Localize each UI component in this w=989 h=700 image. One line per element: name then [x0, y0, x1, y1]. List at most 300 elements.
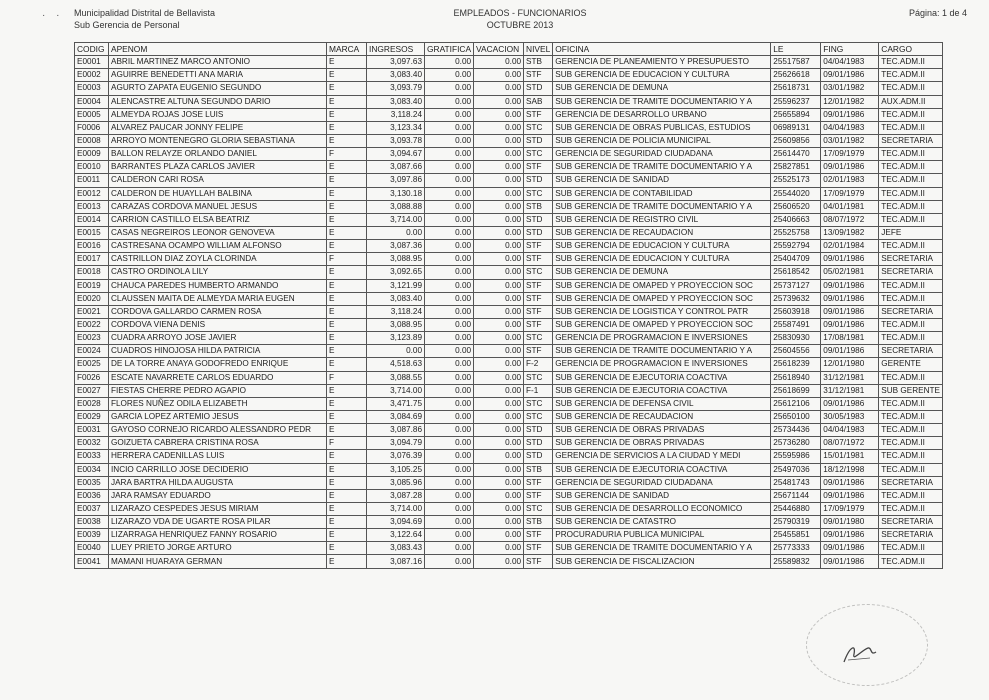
- cell-vacation: 0.00: [474, 148, 524, 161]
- cell-name: CASTRESANA OCAMPO WILLIAM ALFONSO: [109, 240, 327, 253]
- cell-code: E0004: [75, 95, 109, 108]
- column-header-mark: MARCA: [327, 43, 367, 56]
- table-row: [75, 424, 943, 437]
- cell-start-date: 12/01/1980: [821, 358, 879, 371]
- table-row: [75, 108, 943, 121]
- cell-bonus: 0.00: [425, 253, 474, 266]
- cell-name: GARCIA LOPEZ ARTEMIO JESUS: [109, 410, 327, 423]
- cell-start-date: 31/12/1981: [821, 371, 879, 384]
- cell-id-doc: 25589832: [771, 555, 821, 568]
- cell-vacation: 0.00: [474, 450, 524, 463]
- cell-start-date: 09/01/1986: [821, 161, 879, 174]
- cell-start-date: 17/09/1979: [821, 148, 879, 161]
- cell-id-doc: 25612106: [771, 397, 821, 410]
- cell-vacation: 0.00: [474, 555, 524, 568]
- cell-position: SUB GERENTE: [879, 384, 943, 397]
- cell-level: STB: [524, 516, 553, 529]
- cell-position: TEC.ADM.II: [879, 397, 943, 410]
- cell-office: SUB GERENCIA DE FISCALIZACION: [553, 555, 771, 568]
- cell-bonus: 0.00: [425, 56, 474, 69]
- cell-mark: E: [327, 121, 367, 134]
- cell-vacation: 0.00: [474, 502, 524, 515]
- cell-income: 3,123.89: [367, 332, 425, 345]
- cell-code: E0011: [75, 174, 109, 187]
- cell-income: 3,087.16: [367, 555, 425, 568]
- cell-vacation: 0.00: [474, 95, 524, 108]
- cell-mark: E: [327, 555, 367, 568]
- cell-code: E0018: [75, 266, 109, 279]
- cell-name: GOIZUETA CABRERA CRISTINA ROSA: [109, 437, 327, 450]
- cell-code: E0035: [75, 476, 109, 489]
- cell-position: JEFE: [879, 226, 943, 239]
- cell-id-doc: 25481743: [771, 476, 821, 489]
- table-row: [75, 318, 943, 331]
- table-row: [75, 463, 943, 476]
- table-row: [75, 476, 943, 489]
- cell-income: 3,093.79: [367, 82, 425, 95]
- table-row: [75, 187, 943, 200]
- cell-office: GERENCIA DE PLANEAMIENTO Y PRESUPUESTO: [553, 56, 771, 69]
- cell-income: 3,088.95: [367, 253, 425, 266]
- report-period: OCTUBRE 2013: [486, 20, 554, 30]
- cell-vacation: 0.00: [474, 489, 524, 502]
- cell-office: SUB GERENCIA DE POLICIA MUNICIPAL: [553, 134, 771, 147]
- cell-office: SUB GERENCIA DE OBRAS PRIVADAS: [553, 437, 771, 450]
- cell-bonus: 0.00: [425, 516, 474, 529]
- cell-id-doc: 25404709: [771, 253, 821, 266]
- cell-id-doc: 25618699: [771, 384, 821, 397]
- table-row: [75, 384, 943, 397]
- cell-income: 3,087.86: [367, 424, 425, 437]
- cell-id-doc: 25650100: [771, 410, 821, 423]
- cell-start-date: 04/04/1983: [821, 56, 879, 69]
- cell-id-doc: 25618940: [771, 371, 821, 384]
- cell-id-doc: 25606520: [771, 200, 821, 213]
- cell-mark: E: [327, 489, 367, 502]
- cell-level: STF: [524, 476, 553, 489]
- cell-vacation: 0.00: [474, 437, 524, 450]
- cell-mark: F: [327, 437, 367, 450]
- cell-bonus: 0.00: [425, 161, 474, 174]
- cell-name: CUADROS HINOJOSA HILDA PATRICIA: [109, 345, 327, 358]
- table-row: [75, 371, 943, 384]
- cell-mark: E: [327, 476, 367, 489]
- cell-income: 3,122.64: [367, 529, 425, 542]
- cell-bonus: 0.00: [425, 489, 474, 502]
- cell-mark: E: [327, 384, 367, 397]
- column-header-bonus: GRATIFICA: [425, 43, 474, 56]
- table-body: [75, 56, 943, 568]
- cell-id-doc: 25596237: [771, 95, 821, 108]
- cell-income: 3,085.96: [367, 476, 425, 489]
- cell-income: 3,121.99: [367, 279, 425, 292]
- cell-level: STF: [524, 69, 553, 82]
- cell-level: STD: [524, 450, 553, 463]
- cell-start-date: 09/01/1986: [821, 69, 879, 82]
- cell-vacation: 0.00: [474, 279, 524, 292]
- cell-code: E0003: [75, 82, 109, 95]
- cell-office: SUB GERENCIA DE OBRAS PUBLICAS, ESTUDIOS: [553, 121, 771, 134]
- cell-start-date: 31/12/1981: [821, 384, 879, 397]
- cell-level: STD: [524, 82, 553, 95]
- cell-position: GERENTE: [879, 358, 943, 371]
- table-row: [75, 305, 943, 318]
- cell-vacation: 0.00: [474, 226, 524, 239]
- table-row: [75, 240, 943, 253]
- cell-position: SECRETARIA: [879, 266, 943, 279]
- cell-level: STF: [524, 292, 553, 305]
- cell-vacation: 0.00: [474, 358, 524, 371]
- cell-income: 3,083.40: [367, 95, 425, 108]
- cell-position: TEC.ADM.II: [879, 69, 943, 82]
- cell-bonus: 0.00: [425, 266, 474, 279]
- cell-code: E0038: [75, 516, 109, 529]
- cell-mark: E: [327, 95, 367, 108]
- cell-income: 3,088.88: [367, 200, 425, 213]
- cell-office: SUB GERENCIA DE SANIDAD: [553, 489, 771, 502]
- cell-start-date: 12/01/1982: [821, 95, 879, 108]
- cell-start-date: 09/01/1986: [821, 305, 879, 318]
- cell-code: E0021: [75, 305, 109, 318]
- cell-vacation: 0.00: [474, 542, 524, 555]
- cell-office: SUB GERENCIA DE RECAUDACION: [553, 226, 771, 239]
- cell-income: 3,083.40: [367, 292, 425, 305]
- cell-office: SUB GERENCIA DE EJECUTORIA COACTIVA: [553, 463, 771, 476]
- cell-income: 4,518.63: [367, 358, 425, 371]
- table-row: [75, 95, 943, 108]
- table-row: [75, 56, 943, 69]
- cell-income: 3,088.55: [367, 371, 425, 384]
- table-row: [75, 332, 943, 345]
- cell-bonus: 0.00: [425, 397, 474, 410]
- cell-mark: E: [327, 174, 367, 187]
- cell-mark: F: [327, 253, 367, 266]
- cell-mark: E: [327, 542, 367, 555]
- cell-office: SUB GERENCIA DE DEMUNA: [553, 82, 771, 95]
- cell-level: STC: [524, 397, 553, 410]
- cell-code: E0031: [75, 424, 109, 437]
- cell-level: STF: [524, 253, 553, 266]
- cell-mark: E: [327, 82, 367, 95]
- cell-position: TEC.ADM.II: [879, 424, 943, 437]
- cell-vacation: 0.00: [474, 82, 524, 95]
- cell-start-date: 09/01/1986: [821, 542, 879, 555]
- cell-mark: E: [327, 410, 367, 423]
- cell-income: 3,471.75: [367, 397, 425, 410]
- cell-office: SUB GERENCIA DE DEMUNA: [553, 266, 771, 279]
- table-row: [75, 253, 943, 266]
- cell-start-date: 03/01/1982: [821, 82, 879, 95]
- cell-code: E0039: [75, 529, 109, 542]
- cell-vacation: 0.00: [474, 266, 524, 279]
- cell-position: TEC.ADM.II: [879, 174, 943, 187]
- cell-vacation: 0.00: [474, 318, 524, 331]
- cell-start-date: 05/02/1981: [821, 266, 879, 279]
- cell-code: E0036: [75, 489, 109, 502]
- table-row: [75, 213, 943, 226]
- cell-level: STF: [524, 279, 553, 292]
- cell-id-doc: 25517587: [771, 56, 821, 69]
- cell-mark: F: [327, 371, 367, 384]
- cell-bonus: 0.00: [425, 213, 474, 226]
- cell-name: CALDERON DE HUAYLLAH BALBINA: [109, 187, 327, 200]
- cell-id-doc: 25618731: [771, 82, 821, 95]
- cell-vacation: 0.00: [474, 174, 524, 187]
- cell-name: ALENCASTRE ALTUNA SEGUNDO DARIO: [109, 95, 327, 108]
- cell-income: 3,076.39: [367, 450, 425, 463]
- cell-income: 3,093.78: [367, 134, 425, 147]
- cell-start-date: 02/01/1984: [821, 240, 879, 253]
- table-row: [75, 358, 943, 371]
- cell-level: STC: [524, 410, 553, 423]
- cell-name: CALDERON CARI ROSA: [109, 174, 327, 187]
- table-row: [75, 502, 943, 515]
- cell-bonus: 0.00: [425, 476, 474, 489]
- cell-position: TEC.ADM.II: [879, 542, 943, 555]
- table-row: [75, 410, 943, 423]
- cell-office: SUB GERENCIA DE EDUCACION Y CULTURA: [553, 69, 771, 82]
- cell-position: AUX.ADM.II: [879, 95, 943, 108]
- cell-name: ABRIL MARTINEZ MARCO ANTONIO: [109, 56, 327, 69]
- cell-id-doc: 25592794: [771, 240, 821, 253]
- cell-income: 3,083.43: [367, 542, 425, 555]
- table-row: [75, 279, 943, 292]
- cell-bonus: 0.00: [425, 437, 474, 450]
- cell-office: SUB GERENCIA DE TRAMITE DOCUMENTARIO Y A: [553, 542, 771, 555]
- cell-code: E0020: [75, 292, 109, 305]
- column-header-code: CODIG: [75, 43, 109, 56]
- cell-vacation: 0.00: [474, 305, 524, 318]
- header-center: [415, 7, 625, 31]
- cell-level: STC: [524, 332, 553, 345]
- cell-bonus: 0.00: [425, 542, 474, 555]
- cell-code: E0025: [75, 358, 109, 371]
- cell-level: STB: [524, 56, 553, 69]
- cell-mark: E: [327, 502, 367, 515]
- cell-level: STD: [524, 134, 553, 147]
- cell-position: TEC.ADM.II: [879, 213, 943, 226]
- cell-position: TEC.ADM.II: [879, 489, 943, 502]
- cell-position: TEC.ADM.II: [879, 371, 943, 384]
- cell-income: 3,105.25: [367, 463, 425, 476]
- cell-start-date: 04/04/1983: [821, 121, 879, 134]
- cell-bonus: 0.00: [425, 502, 474, 515]
- cell-level: STC: [524, 121, 553, 134]
- cell-position: TEC.ADM.II: [879, 279, 943, 292]
- cell-bonus: 0.00: [425, 384, 474, 397]
- cell-name: LIZARRAGA HENRIQUEZ FANNY ROSARIO: [109, 529, 327, 542]
- cell-office: SUB GERENCIA DE LOGISTICA Y CONTROL PATR: [553, 305, 771, 318]
- cell-start-date: 02/01/1983: [821, 174, 879, 187]
- cell-level: STF: [524, 489, 553, 502]
- cell-level: SAB: [524, 95, 553, 108]
- cell-start-date: 08/07/1972: [821, 437, 879, 450]
- cell-bonus: 0.00: [425, 410, 474, 423]
- cell-office: GERENCIA DE PROGRAMACION E INVERSIONES: [553, 358, 771, 371]
- cell-id-doc: 25525173: [771, 174, 821, 187]
- cell-id-doc: 25604556: [771, 345, 821, 358]
- cell-vacation: 0.00: [474, 292, 524, 305]
- employees-table: [74, 42, 943, 569]
- cell-level: F-2: [524, 358, 553, 371]
- table-row: [75, 161, 943, 174]
- cell-start-date: 09/01/1980: [821, 516, 879, 529]
- cell-mark: E: [327, 305, 367, 318]
- cell-position: SECRETARIA: [879, 476, 943, 489]
- cell-code: E0015: [75, 226, 109, 239]
- cell-id-doc: 25406663: [771, 213, 821, 226]
- cell-position: TEC.ADM.II: [879, 161, 943, 174]
- cell-level: STF: [524, 555, 553, 568]
- cell-bonus: 0.00: [425, 240, 474, 253]
- cell-name: BARRANTES PLAZA CARLOS JAVIER: [109, 161, 327, 174]
- cell-bonus: 0.00: [425, 292, 474, 305]
- cell-id-doc: 25830930: [771, 332, 821, 345]
- cell-level: STD: [524, 213, 553, 226]
- cell-vacation: 0.00: [474, 332, 524, 345]
- cell-name: ESCATE NAVARRETE CARLOS EDUARDO: [109, 371, 327, 384]
- cell-name: DE LA TORRE ANAYA GODOFREDO ENRIQUE: [109, 358, 327, 371]
- cell-start-date: 09/01/1986: [821, 489, 879, 502]
- cell-office: SUB GERENCIA DE TRAMITE DOCUMENTARIO Y A: [553, 345, 771, 358]
- cell-id-doc: 25446880: [771, 502, 821, 515]
- cell-position: SECRETARIA: [879, 134, 943, 147]
- cell-start-date: 17/09/1979: [821, 502, 879, 515]
- cell-mark: E: [327, 240, 367, 253]
- cell-name: CUADRA ARROYO JOSE JAVIER: [109, 332, 327, 345]
- cell-office: GERENCIA DE SERVICIOS A LA CIUDAD Y MEDI: [553, 450, 771, 463]
- cell-id-doc: 25609856: [771, 134, 821, 147]
- cell-vacation: 0.00: [474, 371, 524, 384]
- column-header-id-doc: LE: [771, 43, 821, 56]
- cell-mark: E: [327, 266, 367, 279]
- cell-bonus: 0.00: [425, 424, 474, 437]
- cell-mark: F: [327, 148, 367, 161]
- cell-bonus: 0.00: [425, 108, 474, 121]
- cell-start-date: 04/01/1981: [821, 200, 879, 213]
- cell-income: 0.00: [367, 226, 425, 239]
- cell-id-doc: 25595986: [771, 450, 821, 463]
- cell-code: E0037: [75, 502, 109, 515]
- cell-mark: E: [327, 318, 367, 331]
- cell-name: AGURTO ZAPATA EUGENIO SEGUNDO: [109, 82, 327, 95]
- cell-level: STF: [524, 345, 553, 358]
- cell-vacation: 0.00: [474, 240, 524, 253]
- cell-office: SUB GERENCIA DE EDUCACION Y CULTURA: [553, 253, 771, 266]
- cell-code: F0006: [75, 121, 109, 134]
- cell-start-date: 18/12/1998: [821, 463, 879, 476]
- cell-id-doc: 25736280: [771, 437, 821, 450]
- table-row: [75, 121, 943, 134]
- column-header-level: NIVEL: [524, 43, 553, 56]
- cell-code: E0013: [75, 200, 109, 213]
- cell-name: INCIO CARRILLO JOSE DECIDERIO: [109, 463, 327, 476]
- page-indicator: Página: 1 de 4: [908, 8, 967, 18]
- cell-office: PROCURADURIA PUBLICA MUNICIPAL: [553, 529, 771, 542]
- cell-vacation: 0.00: [474, 397, 524, 410]
- cell-name: MAMANI HUARAYA GERMAN: [109, 555, 327, 568]
- cell-vacation: 0.00: [474, 345, 524, 358]
- cell-office: SUB GERENCIA DE EJECUTORIA COACTIVA: [553, 384, 771, 397]
- table-row: [75, 516, 943, 529]
- cell-id-doc: 25737127: [771, 279, 821, 292]
- column-header-income: INGRESOS: [367, 43, 425, 56]
- cell-position: TEC.ADM.II: [879, 240, 943, 253]
- cell-mark: E: [327, 69, 367, 82]
- cell-start-date: 09/01/1986: [821, 292, 879, 305]
- cell-start-date: 09/01/1986: [821, 555, 879, 568]
- cell-bonus: 0.00: [425, 463, 474, 476]
- cell-level: STF: [524, 305, 553, 318]
- cell-level: STC: [524, 187, 553, 200]
- signature-mark: [840, 640, 880, 668]
- cell-position: TEC.ADM.II: [879, 555, 943, 568]
- cell-id-doc: 25603918: [771, 305, 821, 318]
- cell-code: E0023: [75, 332, 109, 345]
- cell-name: FIESTAS CHERRE PEDRO AGAPIO: [109, 384, 327, 397]
- cell-name: CARRION CASTILLO ELSA BEATRIZ: [109, 213, 327, 226]
- cell-start-date: 15/01/1981: [821, 450, 879, 463]
- cell-bonus: 0.00: [425, 279, 474, 292]
- cell-bonus: 0.00: [425, 345, 474, 358]
- cell-office: SUB GERENCIA DE TRAMITE DOCUMENTARIO Y A: [553, 161, 771, 174]
- cell-mark: E: [327, 358, 367, 371]
- table-row: [75, 450, 943, 463]
- cell-code: E0022: [75, 318, 109, 331]
- cell-vacation: 0.00: [474, 108, 524, 121]
- cell-income: 3,083.40: [367, 69, 425, 82]
- cell-bonus: 0.00: [425, 121, 474, 134]
- cell-bonus: 0.00: [425, 69, 474, 82]
- cell-vacation: 0.00: [474, 476, 524, 489]
- cell-name: BALLON RELAYZE ORLANDO DANIEL: [109, 148, 327, 161]
- cell-name: ARROYO MONTENEGRO GLORIA SEBASTIANA: [109, 134, 327, 147]
- cell-office: SUB GERENCIA DE RECAUDACION: [553, 410, 771, 423]
- cell-level: STD: [524, 437, 553, 450]
- cell-start-date: 09/01/1986: [821, 318, 879, 331]
- cell-income: 3,714.00: [367, 384, 425, 397]
- cell-start-date: 09/01/1986: [821, 108, 879, 121]
- cell-name: FLORES NUÑEZ ODILA ELIZABETH: [109, 397, 327, 410]
- table-row: [75, 82, 943, 95]
- cell-office: SUB GERENCIA DE SANIDAD: [553, 174, 771, 187]
- cell-bonus: 0.00: [425, 148, 474, 161]
- cell-vacation: 0.00: [474, 121, 524, 134]
- cell-id-doc: 25455851: [771, 529, 821, 542]
- cell-name: CASTRO ORDINOLA LILY: [109, 266, 327, 279]
- cell-name: ALMEYDA ROJAS JOSE LUIS: [109, 108, 327, 121]
- cell-name: CARAZAS CORDOVA MANUEL JESUS: [109, 200, 327, 213]
- cell-code: E0032: [75, 437, 109, 450]
- cell-office: SUB GERENCIA DE TRAMITE DOCUMENTARIO Y A: [553, 200, 771, 213]
- cell-code: E0009: [75, 148, 109, 161]
- cell-office: GERENCIA DE DESARROLLO URBANO: [553, 108, 771, 121]
- cell-bonus: 0.00: [425, 555, 474, 568]
- cell-id-doc: 25827851: [771, 161, 821, 174]
- table-row: [75, 489, 943, 502]
- cell-name: ALVAREZ PAUCAR JONNY FELIPE: [109, 121, 327, 134]
- table-row: [75, 397, 943, 410]
- cell-position: TEC.ADM.II: [879, 463, 943, 476]
- cell-code: E0033: [75, 450, 109, 463]
- cell-bonus: 0.00: [425, 358, 474, 371]
- table-row: [75, 529, 943, 542]
- cell-position: TEC.ADM.II: [879, 437, 943, 450]
- cell-mark: E: [327, 213, 367, 226]
- cell-code: E0016: [75, 240, 109, 253]
- cell-id-doc: 06989131: [771, 121, 821, 134]
- cell-id-doc: 25618542: [771, 266, 821, 279]
